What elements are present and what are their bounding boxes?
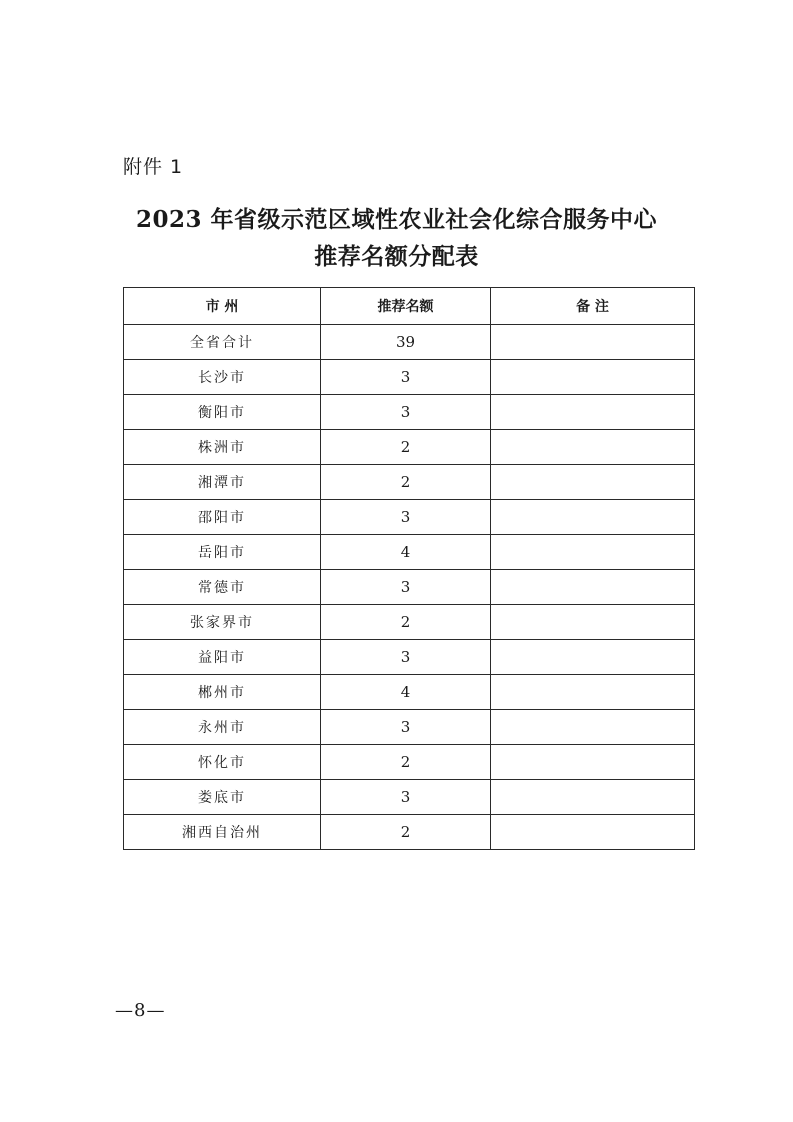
city-cell: 郴州市 [124, 675, 321, 710]
header-city: 市 州 [124, 288, 321, 325]
quota-cell: 3 [321, 710, 491, 745]
city-cell: 岳阳市 [124, 535, 321, 570]
note-cell [491, 535, 695, 570]
note-cell [491, 815, 695, 850]
note-cell [491, 570, 695, 605]
city-cell: 张家界市 [124, 605, 321, 640]
table-row [124, 710, 695, 745]
table-row [124, 675, 695, 710]
note-cell [491, 710, 695, 745]
attachment-label: 附件 1 [123, 156, 184, 178]
quota-cell: 3 [321, 780, 491, 815]
quota-cell: 3 [321, 640, 491, 675]
quota-cell: 4 [321, 675, 491, 710]
quota-cell: 2 [321, 605, 491, 640]
document-title-line-1: 2023 年省级示范区域性农业社会化综合服务中心 [135, 206, 658, 233]
table-row [124, 325, 695, 360]
city-cell: 永州市 [124, 710, 321, 745]
note-cell [491, 675, 695, 710]
quota-cell: 2 [321, 430, 491, 465]
note-cell [491, 430, 695, 465]
table-row [124, 360, 695, 395]
note-cell [491, 780, 695, 815]
table-row [124, 430, 695, 465]
table-row [124, 535, 695, 570]
note-cell [491, 745, 695, 780]
city-cell: 常德市 [124, 570, 321, 605]
note-cell [491, 465, 695, 500]
quota-allocation-table [123, 287, 695, 850]
table-row [124, 465, 695, 500]
quota-cell: 2 [321, 815, 491, 850]
city-cell: 衡阳市 [124, 395, 321, 430]
note-cell [491, 500, 695, 535]
city-cell: 株洲市 [124, 430, 321, 465]
table-row [124, 500, 695, 535]
quota-cell: 3 [321, 360, 491, 395]
quota-cell: 39 [321, 325, 491, 360]
quota-cell: 3 [321, 570, 491, 605]
table-header-row [124, 288, 695, 325]
table-row [124, 605, 695, 640]
header-note: 备 注 [491, 288, 695, 325]
header-quota: 推荐名额 [321, 288, 491, 325]
note-cell [491, 360, 695, 395]
page-number: —8— [115, 1000, 166, 1021]
document-title-line-2: 推荐名额分配表 [314, 243, 479, 270]
city-cell: 长沙市 [124, 360, 321, 395]
city-cell: 娄底市 [124, 780, 321, 815]
city-cell: 全省合计 [124, 325, 321, 360]
quota-cell: 4 [321, 535, 491, 570]
city-cell: 怀化市 [124, 745, 321, 780]
quota-cell: 3 [321, 395, 491, 430]
note-cell [491, 640, 695, 675]
city-cell: 益阳市 [124, 640, 321, 675]
table-row [124, 815, 695, 850]
city-cell: 邵阳市 [124, 500, 321, 535]
table-row [124, 745, 695, 780]
table-row [124, 640, 695, 675]
table-row [124, 570, 695, 605]
quota-cell: 2 [321, 745, 491, 780]
note-cell [491, 325, 695, 360]
table-row [124, 395, 695, 430]
city-cell: 湘西自治州 [124, 815, 321, 850]
note-cell [491, 395, 695, 430]
quota-cell: 3 [321, 500, 491, 535]
city-cell: 湘潭市 [124, 465, 321, 500]
table-row [124, 780, 695, 815]
note-cell [491, 605, 695, 640]
quota-cell: 2 [321, 465, 491, 500]
